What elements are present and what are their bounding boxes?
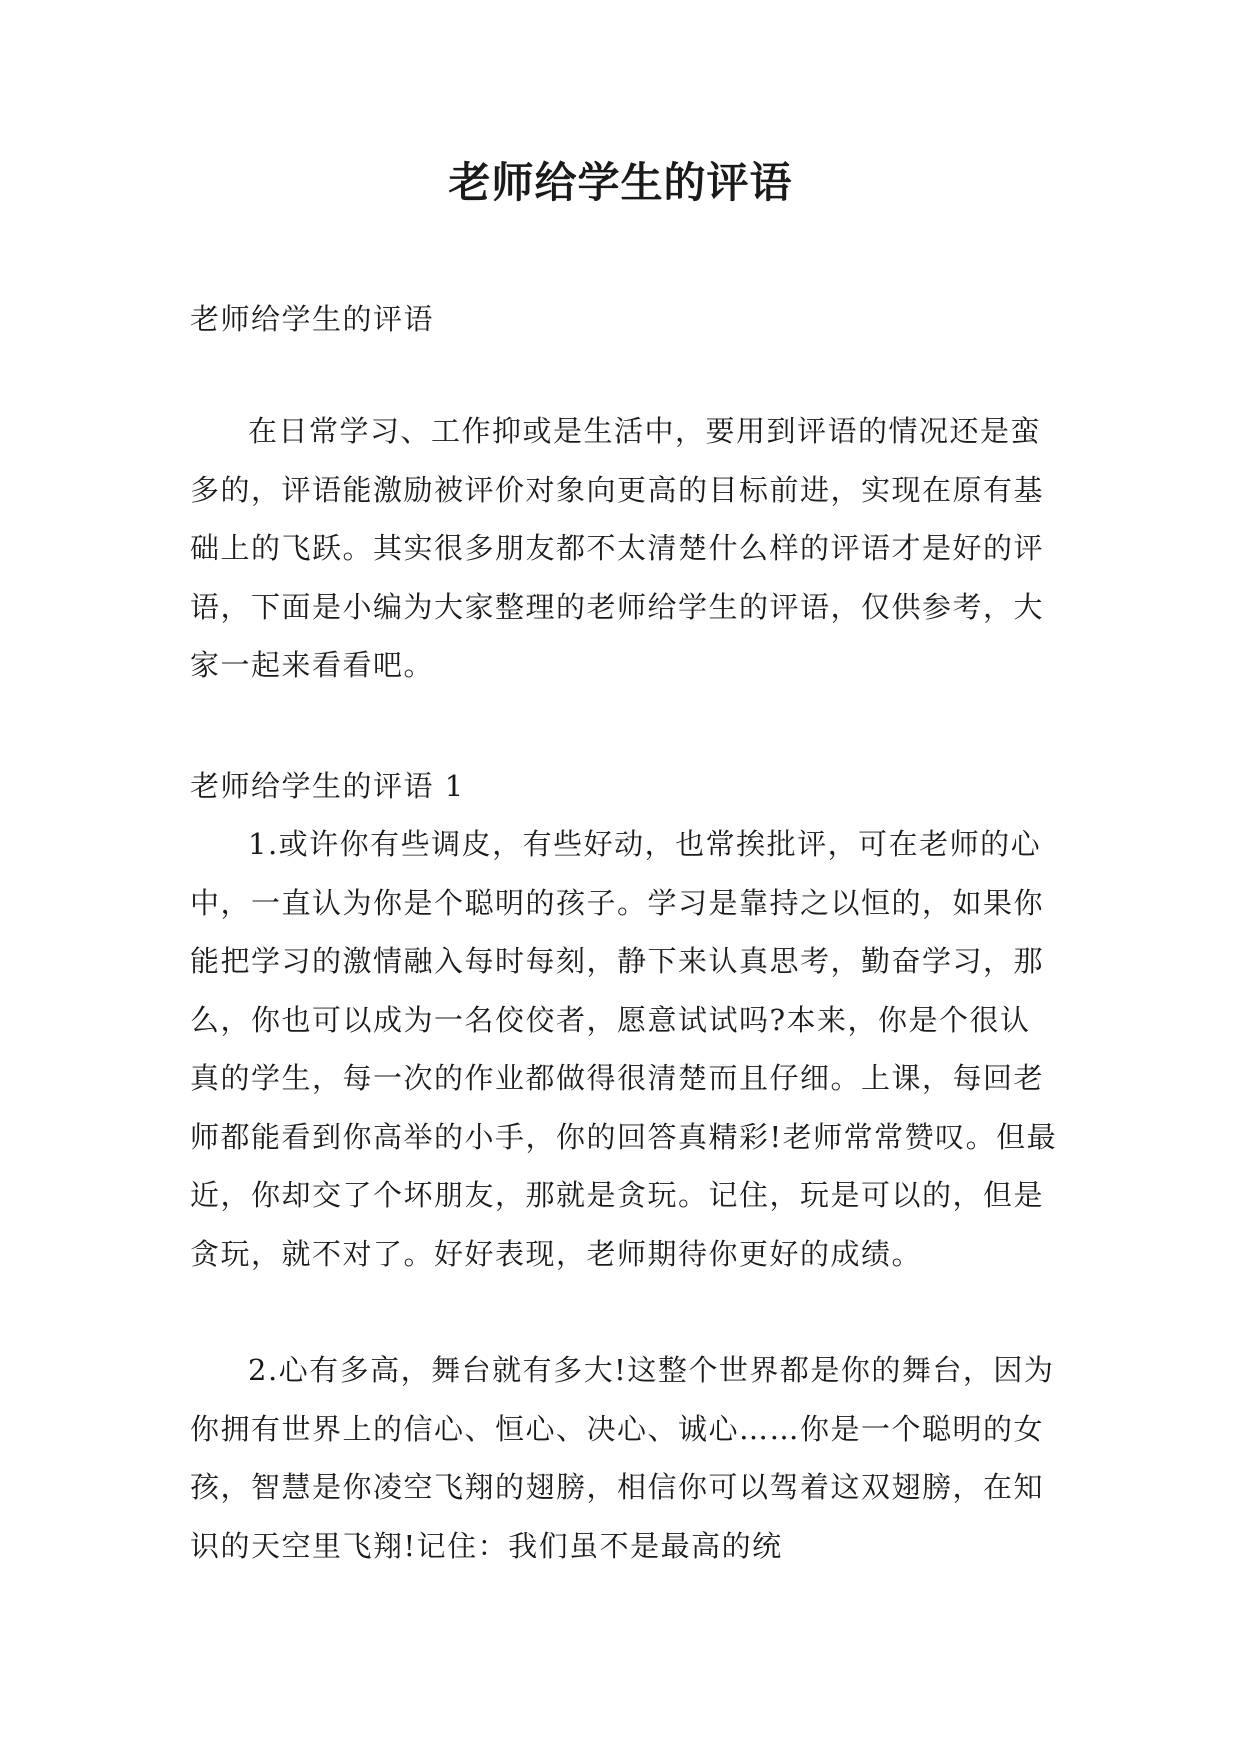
section-heading: 老师给学生的评语 1 — [190, 769, 465, 803]
intro-paragraph: 在日常学习、工作抑或是生活中，要用到评语的情况还是蛮多的，评语能激励被评价对象向更高的目标前进，实现在原有基础上的飞跃。其实很多朋友都不太清楚什么样的评语才是好的评语，下面是小编为大家整理的老师给学生的评语，仅供参考，大家一起来看看吧。 — [190, 414, 1045, 682]
document-subtitle: 老师给学生的评语 — [190, 302, 435, 336]
comment-item: 1.或许你有些调皮，有些好动，也常挨批评，可在老师的心中，一直认为你是个聪明的孩子。学习是靠持之以恒的，如果你能把学习的激情融入每时每刻，静下来认真思考，勤奋学习，那么，你也可以成为一名佼佼者，愿意试试吗?本来，你是个很认真的学生，每一次的作业都做得很清楚而且仔细。上课，每回老师都能看到你高举的小手，你的回答真精彩!老师常常赞叹。但最近，你却交了个坏朋友，那就是贪玩。记住，玩是可以的，但是贪玩，就不对了。好好表现，老师期待你更好的成绩。 — [190, 827, 1058, 1271]
page-title: 老师给学生的评语 — [448, 158, 793, 207]
comment-item: 2.心有多高，舞台就有多大!这整个世界都是你的舞台，因为你拥有世界上的信心、恒心、决心、诚心……你是一个聪明的女孩，智慧是你凌空飞翔的翅膀，相信你可以驾着这双翅膀，在知识的天空里飞翔!记住：我们虽不是最高的统 — [190, 1353, 1055, 1563]
